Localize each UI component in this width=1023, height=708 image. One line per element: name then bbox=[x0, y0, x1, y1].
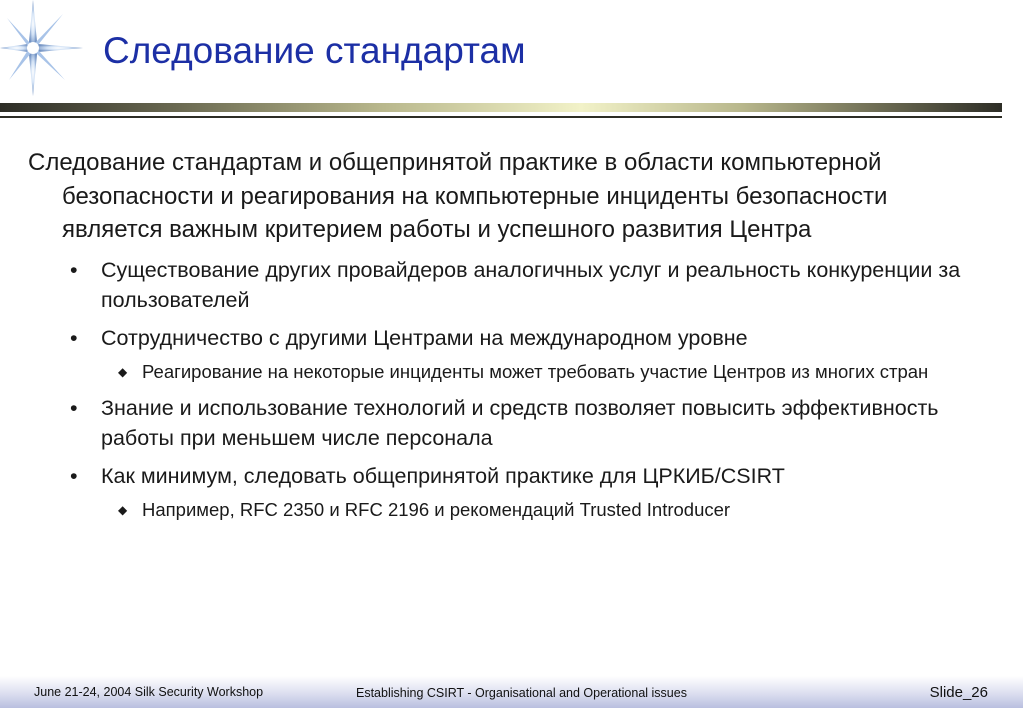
sub-bullet-text: Реагирование на некоторые инциденты может требовать участие Центров из многих стран bbox=[142, 360, 929, 382]
bullet-dot-icon: • bbox=[70, 463, 78, 488]
bullet-point bbox=[28, 255, 988, 315]
star-burst-icon bbox=[0, 0, 90, 100]
bullet-dot-icon: • bbox=[70, 325, 78, 350]
bullet-point bbox=[28, 461, 988, 491]
slide-body bbox=[28, 146, 988, 523]
bullet-text: Существование других провайдеров аналогичных услуг и реальность конкуренции за пользователей bbox=[101, 257, 961, 312]
bullet-point bbox=[28, 393, 988, 453]
footer-topic: Establishing CSIRT - Organisational and Operational issues bbox=[356, 686, 687, 700]
bullet-text: Знание и использование технологий и средств позволяет повысить эффективность работы при меньшем числе персонала bbox=[101, 395, 939, 450]
sub-bullet-point bbox=[28, 497, 988, 523]
slide-number: Slide_26 bbox=[929, 684, 988, 701]
footer-event: June 21-24, 2004 Silk Security Workshop bbox=[34, 685, 264, 699]
slide-title: Следование стандартам bbox=[103, 30, 526, 71]
bullet-dot-icon: • bbox=[70, 257, 78, 282]
bullet-text: Сотрудничество с другими Центрами на международном уровне bbox=[101, 325, 748, 350]
intro-paragraph: Следование стандартам и общепринятой практике в области компьютерной безопасности и реагирования на компьютерные инциденты безопасности является важным критерием работы и успешного развития Центра bbox=[28, 149, 888, 243]
diamond-bullet-icon: ◆ bbox=[118, 502, 128, 517]
sub-bullet-point bbox=[28, 359, 988, 385]
title-divider-bar bbox=[0, 103, 1002, 112]
bullet-point bbox=[28, 323, 988, 353]
bullet-dot-icon: • bbox=[70, 395, 78, 420]
title-divider-line bbox=[0, 116, 1002, 118]
sub-bullet-text: Например, RFC 2350 и RFC 2196 и рекомендаций Trusted Introducer bbox=[142, 498, 731, 520]
slide-footer bbox=[0, 676, 1023, 708]
diamond-bullet-icon: ◆ bbox=[118, 364, 128, 379]
bullet-text: Как минимум, следовать общепринятой практике для ЦРКИБ/CSIRT bbox=[101, 463, 785, 488]
